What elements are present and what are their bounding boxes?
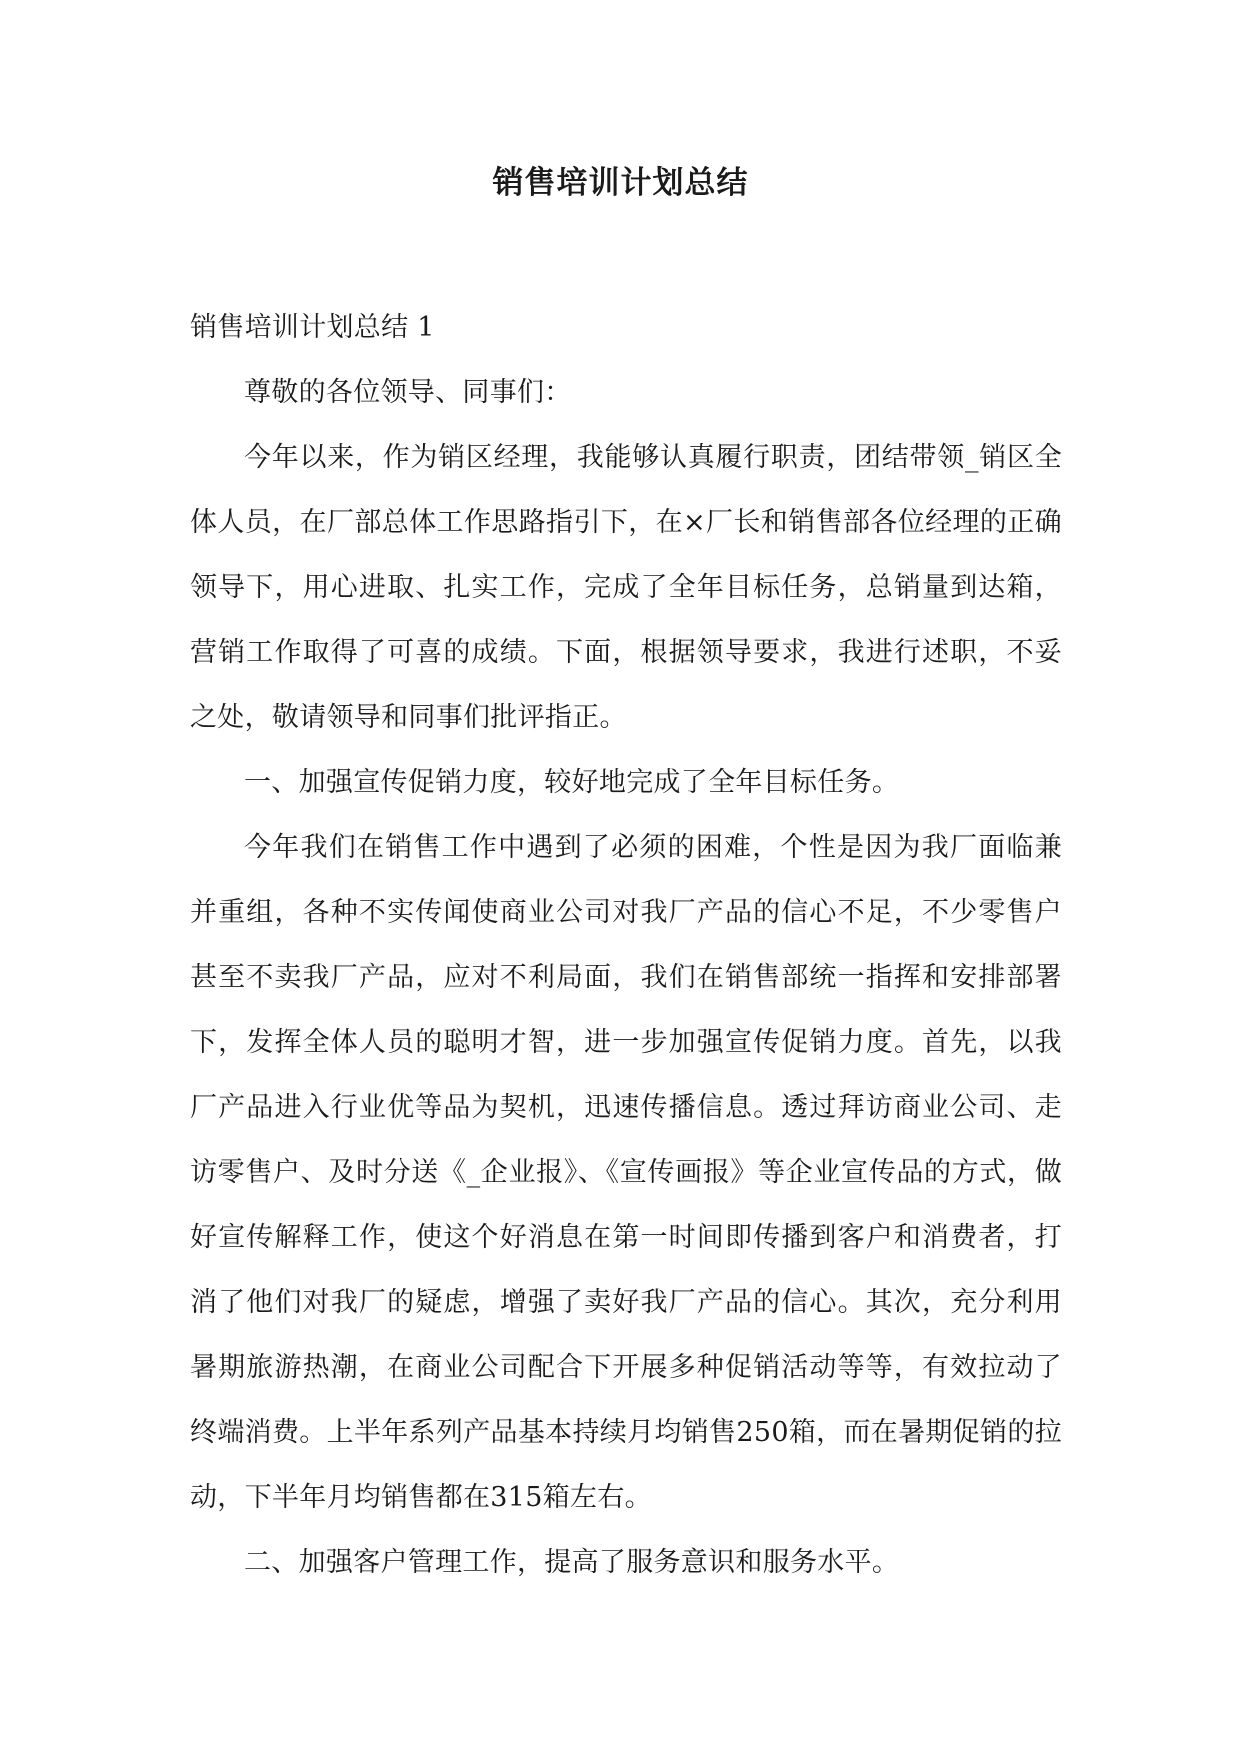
greeting-paragraph: 尊敬的各位领导、同事们：	[244, 377, 572, 408]
intro-paragraph: 今年以来，作为销区经理，我能够认真履行职责，团结带领_销区全体人员，在厂部总体工作思路指引下，在×厂长和销售部各位经理的正确领导下，用心进取、扎实工作，完成了全年目标任务，总销量到达箱，营销工作取得了可喜的成绩。下面，根据领导要求，我进行述职，不妥之处，敬请领导和同事们批评指正。	[190, 442, 1062, 733]
section-heading-1: 一、加强宣传促销力度，较好地完成了全年目标任务。	[244, 767, 900, 798]
document-title: 销售培训计划总结	[492, 165, 749, 201]
document-body	[190, 295, 1062, 1595]
section-heading-2: 二、加强客户管理工作，提高了服务意识和服务水平。	[244, 1547, 900, 1578]
section-subheading: 销售培训计划总结 1	[190, 312, 435, 343]
section-1-paragraph: 今年我们在销售工作中遇到了必须的困难，个性是因为我厂面临兼并重组，各种不实传闻使商业公司对我厂产品的信心不足，不少零售户甚至不卖我厂产品，应对不利局面，我们在销售部统一指挥和安排部署下，发挥全体人员的聪明才智，进一步加强宣传促销力度。首先，以我厂产品进入行业优等品为契机，迅速传播信息。透过拜访商业公司、走访零售户、及时分送《_企业报》、《宣传画报》等企业宣传品的方式，做好宣传解释工作，使这个好消息在第一时间即传播到客户和消费者，打消了他们对我厂的疑虑，增强了卖好我厂产品的信心。其次，充分利用暑期旅游热潮，在商业公司配合下开展多种促销活动等等，有效拉动了终端消费。上半年系列产品基本持续月均销售250箱，而在暑期促销的拉动，下半年月均销售都在315箱左右。	[190, 832, 1062, 1513]
